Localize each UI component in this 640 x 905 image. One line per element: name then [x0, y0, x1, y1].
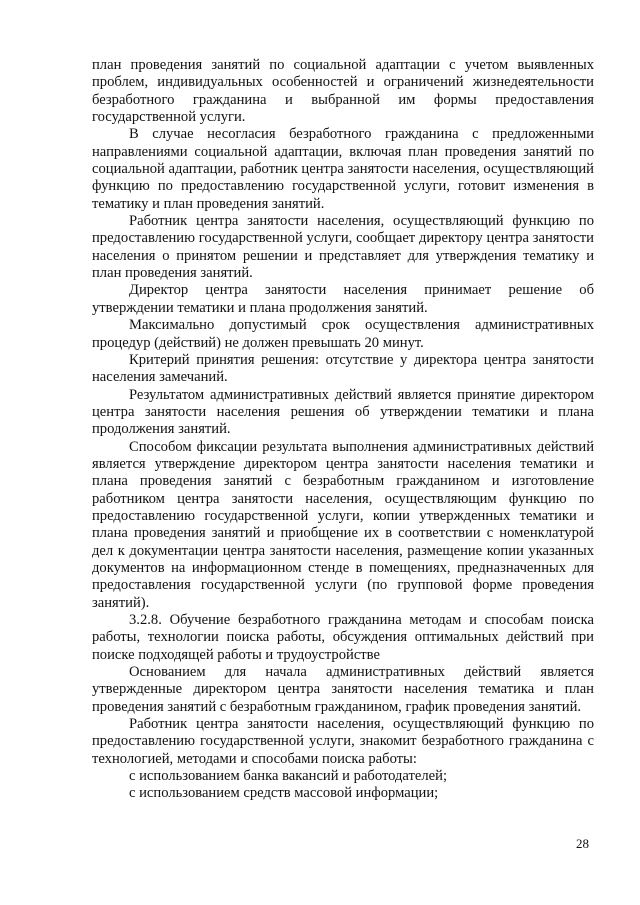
- paragraph: Способом фиксации результата выполнения административных действий является утверждение директором центра занятости населения тематики и плана проведения занятий с безработным гражданином и изготовление работником центра занятости населения, осуществляющим функцию по предоставлению государственной услуги, копии утвержденных тематики и плана проведения занятий и приобщение их в соответствии с номенклатурой дел к документации центра занятости населения, размещение копии указанных документов на информационном стенде в помещениях, предназначенных для предоставления государственной услуги (по групповой форме проведения занятий).: [92, 438, 594, 611]
- paragraph: Максимально допустимый срок осуществления административных процедур (действий) не должен превышать 20 минут.: [92, 317, 594, 351]
- paragraph: Работник центра занятости населения, осуществляющий функцию по предоставлению государственной услуги, сообщает директору центра занятости населения о принятом решении и представляет для утверждения тематику и план проведения занятий.: [92, 213, 594, 282]
- list-item: с использованием банка вакансий и работодателей;: [129, 768, 448, 785]
- paragraph: план проведения занятий по социальной адаптации с учетом выявленных проблем, индивидуальных особенностей и ограничений жизнедеятельности безработного гражданина и выбранной им формы предоставления государственной услуги.: [92, 57, 594, 126]
- page-number: 28: [576, 836, 589, 851]
- paragraph: Директор центра занятости населения принимает решение об утверждении тематики и плана продолжения занятий.: [92, 282, 594, 316]
- paragraph: Критерий принятия решения: отсутствие у директора центра занятости населения замечаний.: [92, 351, 594, 386]
- paragraph: Результатом административных действий является принятие директором центра занятости населения решения об утверждении тематики и плана продолжения занятий.: [92, 386, 594, 438]
- paragraph: Основанием для начала административных действий является утвержденные директором центра занятости населения тематика и план проведения занятий с безработным гражданином, график проведения занятий.: [92, 664, 594, 715]
- list-item: с использованием средств массовой информации;: [129, 785, 439, 802]
- section-heading-paragraph: 3.2.8. Обучение безработного гражданина методам и способам поиска работы, технологии поиска работы, обсуждения оптимальных действий при поиске подходящей работы и трудоустройстве: [92, 612, 594, 663]
- body-text: [92, 57, 594, 803]
- paragraph: В случае несогласия безработного гражданина с предложенными направлениями социальной адаптации, включая план проведения занятий по социальной адаптации, работник центра занятости населения, осуществляющий функцию по предоставлению государственной услуги, готовит изменения в тематику и план проведения занятий.: [92, 126, 594, 212]
- paragraph: Работник центра занятости населения, осуществляющий функцию по предоставлению государственной услуги, знакомит безработного гражданина с технологией, методами и способами поиска работы:: [92, 716, 594, 767]
